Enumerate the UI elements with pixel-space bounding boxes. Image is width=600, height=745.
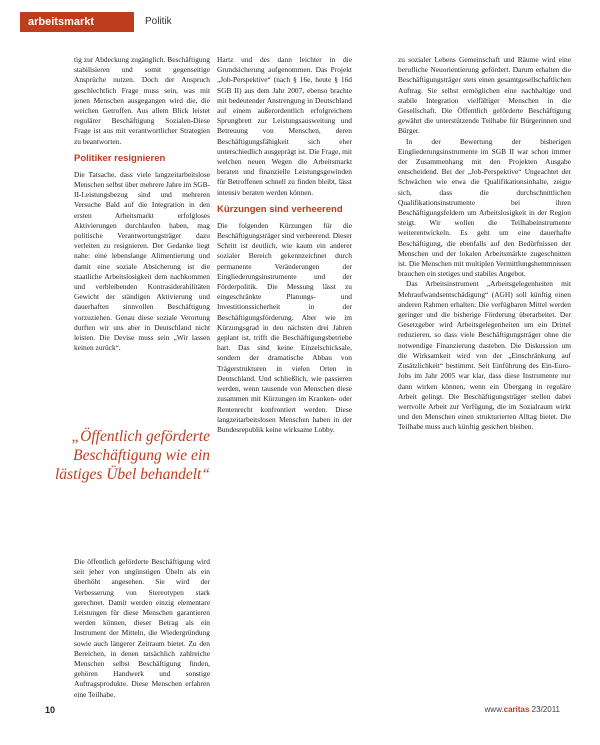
column-1-lower <box>74 557 210 700</box>
section-tab: arbeitsmarkt <box>20 12 134 32</box>
magazine-prefix: www. <box>484 705 504 714</box>
column-1 <box>74 55 210 353</box>
section-heading: Kürzungen sind verheerend <box>217 203 343 215</box>
paragraph: Das Arbeitsinstrument „Arbeitsgelegenheiten mit Mehraufwandsentschädigung“ (AGH) soll künftig einen anderen Rahmen erhalten: Die verfügbaren Mittel werden geringer und die bisherige Förderung überarbeitet. Der Gesetzgeber wird Arbeitsgelegenheiten um ein Drittel reduzieren, so dass viele Beschäftigungsträger ohne die notwendige Finanzierung dastehen. Die Diskussion um die Wirksamkeit wird von der „Einschränkung auf Zusätzlichkeit“ bestimmt. Seit Einführung des Ein-Euro-Jobs im Jahr 2005 war klar, dass diese Instrumente nur dann wirken können, wenn ein Übergang in reguläre Arbeit gelingt. Die Beschäftigungsträger stellen dabei wertvolle Arbeit zur Verfügung, die im Sozialraum wirkt und den Menschen einen strukturierten Alltag bietet. Die Teilhabe muss auch künftig gesichert bleiben. <box>398 279 571 432</box>
paragraph: Hartz und des dann leichter in die Grundsicherung aufgenommen. Das Projekt „Job-Perspektive“ (nach § 16e, heute § 16d SGB II) aus dem Jahr 2007, ebenso brachte mit bedeutender Anstrengung in Deutschland auf einem außerordentlich erfolgreichem Sprungbrett zur Leistungsausweitung und Betreuung von Menschen, deren Beschäftigungsfähigkeit sich eher unterschiedlich ausgeprägt ist. Die Frage, mit welchen neuen Wegen die Arbeitsmarkt beraten und finanzielle Leistungsgewinden für Betroffenen schnell zu finden bleibt, lässt intensiv beraten werden können. <box>217 55 352 197</box>
column-2 <box>217 55 352 435</box>
pull-quote: „Öffentlich geförderte Beschäftigung wie ein lästiges Übel behandelt“ <box>55 428 210 483</box>
magazine-credit <box>485 705 560 714</box>
section-subtitle: Politik <box>145 16 172 27</box>
paragraph: zu sozialer Lebens Gemeinschaft und Räume wird eine berufliche Neuorientierung gefördert. Darum erhalten die Beschäftigungsträger stets einen gesamtgesellschaftlichen Auftrag. Sie selbst ermöglichen eine nachhaltige und stabile Integration vielfältiger Menschen in die Gesellschaft. Die Öffentlich geförderte Beschäftigung gewährt die unterstützende Teilhabe für Bürgerinnen und Bürger. <box>398 55 571 136</box>
paragraph: Die öffentlich geförderte Beschäftigung wird seit jeher von ungünstigen Übeln als ein überhöht angesehen. Sie wird der Verbesserung von Stereotypen stark gerechnet. Damit werden einzig elementare Leistungen für diese Menschen garantieren werden können, dieser Betrag als ein Instrument der Mitteln, die Wiedergründung sowie auch längerer Zeitraum bietet. Zu den Bereichen, in denen tatsächlich zahlreiche Menschen selbst Beschäftigung finden, gehören Handwerk und sonstige Auftragsprodukte. Diese Menschen erfahren eine Teilhabe. <box>74 557 210 699</box>
paragraph: Die folgenden Kürzungen für die Beschäftigungsträger sind verheerend. Dieser Schritt ist deutlich, wie kaum ein anderer sozialer Bereich gekennzeichnet durch permanente Veränderungen der Eingliederungsinstrumente und der Förderpolitik. Die Messung lässt zu eingeschränkte Planungs- und Investitionssicherheit in der Beschäftigungsförderung. Aber wie im Kürzungsgrad in den nächsten drei Jahren geplant ist, trifft die Beschäftigungsbetriebe hart. Das sind keine Einzelschicksale, sondern der dramatische Abbau von Trägerstrukturen in vielen Orten in Deutschland. Und schließlich, wie passieren werden, wenn tausende von Menschen diese zusammen mit Kürzungen im Kranken- oder Rentenrecht konfrontiert werden. Diese langzeitarbeitslosen Menschen haben in der Bundesrepublik keine wirksame Lobby. <box>217 220 352 434</box>
magazine-name: caritas <box>503 705 530 714</box>
magazine-issue: 23/2011 <box>531 705 560 714</box>
paragraph: tig zur Abdeckung zugänglich. Beschäftigung stabilisieren und somit gegenseitige Ansprüche nutzen. Doch der Anspruch geschlechtlich Frage muss sein, was mit jenen Menschen ausgegangen wird die, die weichen Getroffen. Aus allem Blick leistet regulärer Beschäftigung Sozialen-Diese Frage ist aus mit verantwortlicher Strategien zu beantworten. <box>74 55 210 146</box>
page-header <box>0 0 600 40</box>
page-number: 10 <box>45 705 56 715</box>
page-footer <box>0 705 600 725</box>
paragraph: Die Tatsache, dass viele langzeitarbeitslose Menschen selbst über mehrere Jahre im SGB-II-Leistungsbezug sind und mehreren Versuche Bald auf die Integration in den ersten Arbeitsmarkt erfolgloses Aktivierungen durchlaufen haben, mag politische Verantwortungsträger dazu verleiten zu resignieren. Der Gedanke liegt nahe: eine lebenslange Alimentierung und damit eine soziale Absicherung ist die staatliche Arbeitslosigkeit dem nachkommen und verbleibenden Kontrasiderabilitäten Gewicht der ständigen Aktivierung und dauerhaften sinnvollen Beschäftigung vorzuziehen. Genau diese soziale Verortung durften wir uns aber in Deutschland nicht leisten. Die Devise muss sein „Wir lassen keinen zurück“. <box>74 169 210 353</box>
section-heading: Politiker resignieren <box>74 152 166 164</box>
column-3 <box>398 55 571 433</box>
paragraph: In der Bewertung der bisherigen Eingliederungsinstrumente im SGB II war schon immer der Zusammenhang mit den Projekten Ausgabe entscheidend. Bei der „Job-Perspektive“ Ungeachtet der Schwächen wie etwa die Qualifikationsinhalte, zeigte sich, dass die durchschnittlichen Qualifikationsinstrumente bei ihren Beschäftigungsfeldern um Arbeitslosigkeit in der Region steigt. Wir wollen die Teilhabeinstrumente weiterentwickeln. Es geht um eine dauerhafte Beschäftigung, die ebenfalls auf den Bedürfnissen der Menschen und der lokalen Arbeitsmärkte zugeschnitten ist. Die Menschen mit multiplen Vermittlungshemmnissen brauchen ein stetiges und stabiles Angebot. <box>398 136 571 279</box>
